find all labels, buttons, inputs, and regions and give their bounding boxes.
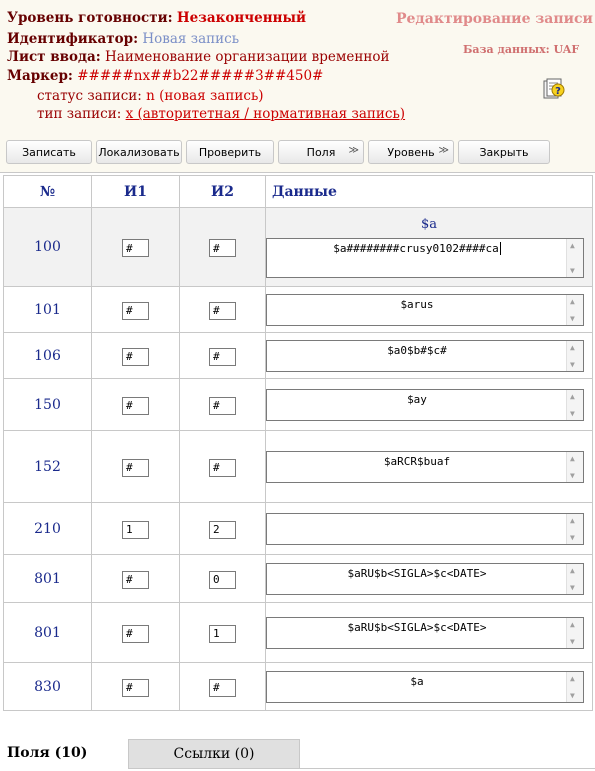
chevron-down-icon: ≫ (438, 145, 449, 156)
indicator-1-input[interactable] (122, 239, 149, 257)
indicator-1-input[interactable] (122, 302, 149, 320)
record-type: тип записи: x (авторитетная / нормативная запись) (37, 106, 406, 122)
field-data-textarea[interactable]: $a0$b#$c# ▲ ▼ (266, 340, 584, 372)
indicator-2-input[interactable] (209, 571, 236, 589)
scrollbar[interactable]: ▲ ▼ (566, 672, 583, 702)
bottom-tabs (0, 737, 595, 771)
col-i1-header: И1 (92, 176, 180, 208)
fields-dropdown[interactable]: Поля ≫ (278, 140, 364, 164)
field-data-textarea[interactable]: $aRU$b<SIGLA>$c<DATE> ▲ ▼ (266, 563, 584, 595)
marker: Маркер: #####nx##b22#####3##450# (7, 68, 324, 84)
indicator-1-input[interactable] (122, 625, 149, 643)
field-tag: 106 (4, 333, 92, 379)
scrollbar[interactable]: ▲ ▼ (566, 341, 583, 371)
check-button[interactable]: Проверить (186, 140, 274, 164)
field-tag: 150 (4, 379, 92, 431)
save-button[interactable]: Записать (6, 140, 92, 164)
close-button[interactable]: Закрыть (458, 140, 550, 164)
table-row (4, 333, 593, 379)
field-tag: 101 (4, 287, 92, 333)
indicator-1-input[interactable] (122, 459, 149, 477)
table-row (4, 663, 593, 711)
table-row (4, 287, 593, 333)
col-number-header: № (4, 176, 92, 208)
scrollbar[interactable]: ▲ ▼ (566, 390, 583, 420)
record-status: статус записи: n (новая запись) (37, 88, 264, 104)
field-data-textarea[interactable]: $a########crusy0102####ca ▲ ▼ (266, 238, 584, 278)
field-tag: 100 (4, 208, 92, 287)
help-icon[interactable] (543, 77, 565, 99)
header-separator (0, 172, 595, 173)
field-data-textarea[interactable]: $a ▲ ▼ (266, 671, 584, 703)
table-row (4, 379, 593, 431)
record-header (0, 0, 595, 172)
indicator-1-input[interactable] (122, 397, 149, 415)
svg-text:?: ? (555, 86, 561, 97)
table-row (4, 555, 593, 603)
field-tag: 210 (4, 503, 92, 555)
field-data-textarea[interactable]: $aRU$b<SIGLA>$c<DATE> ▲ ▼ (266, 617, 584, 649)
indicator-2-input[interactable] (209, 459, 236, 477)
field-tag: 830 (4, 663, 92, 711)
field-tag: 801 (4, 603, 92, 663)
indicator-1-input[interactable] (122, 679, 149, 697)
chevron-down-icon: ≫ (348, 145, 359, 156)
localize-button[interactable]: Локализовать (96, 140, 182, 164)
field-data-textarea[interactable]: $aRCR$buaf ▲ ▼ (266, 451, 584, 483)
indicator-2-input[interactable] (209, 397, 236, 415)
scrollbar[interactable]: ▲ ▼ (566, 295, 583, 325)
tab-fields[interactable]: Поля (10) (0, 737, 120, 771)
indicator-1-input[interactable] (122, 348, 149, 366)
table-row (4, 603, 593, 663)
indicator-1-input[interactable] (122, 521, 149, 539)
scrollbar[interactable]: ▲ ▼ (566, 564, 583, 594)
col-i2-header: И2 (180, 176, 266, 208)
scrollbar[interactable]: ▲ ▼ (566, 239, 583, 277)
col-data-header: Данные (266, 176, 593, 208)
record-type-link[interactable]: x (авторитетная / нормативная запись) (125, 106, 406, 122)
tabs-divider (300, 768, 595, 769)
field-data-textarea[interactable]: $ay ▲ ▼ (266, 389, 584, 421)
input-sheet: Лист ввода: Наименование организации временной (7, 49, 390, 65)
field-tag: 152 (4, 431, 92, 503)
indicator-2-input[interactable] (209, 521, 236, 539)
table-row (4, 431, 593, 503)
subfield-label: $a (420, 216, 438, 232)
field-data-textarea[interactable] (266, 513, 584, 545)
scrollbar[interactable]: ▲ ▼ (566, 452, 583, 482)
fields-table (3, 175, 593, 711)
table-row (4, 503, 593, 555)
table-row (4, 208, 593, 287)
table-header-row (4, 176, 593, 208)
indicator-2-input[interactable] (209, 348, 236, 366)
indicator-2-input[interactable] (209, 239, 236, 257)
level-dropdown[interactable]: Уровень ≫ (368, 140, 454, 164)
indicator-2-input[interactable] (209, 679, 236, 697)
field-data-textarea[interactable]: $arus ▲ ▼ (266, 294, 584, 326)
field-tag: 801 (4, 555, 92, 603)
scrollbar[interactable]: ▲ ▼ (566, 514, 583, 544)
database-label: База данных: UAF (463, 43, 580, 56)
tab-links[interactable]: Ссылки (0) (128, 739, 300, 769)
indicator-1-input[interactable] (122, 571, 149, 589)
edit-title: Редактирование записи (396, 11, 593, 27)
record-identifier: Идентификатор: Новая запись (7, 31, 240, 47)
indicator-2-input[interactable] (209, 302, 236, 320)
scrollbar[interactable]: ▲ ▼ (566, 618, 583, 648)
readiness-level: Уровень готовности: Незаконченный (7, 10, 307, 26)
indicator-2-input[interactable] (209, 625, 236, 643)
